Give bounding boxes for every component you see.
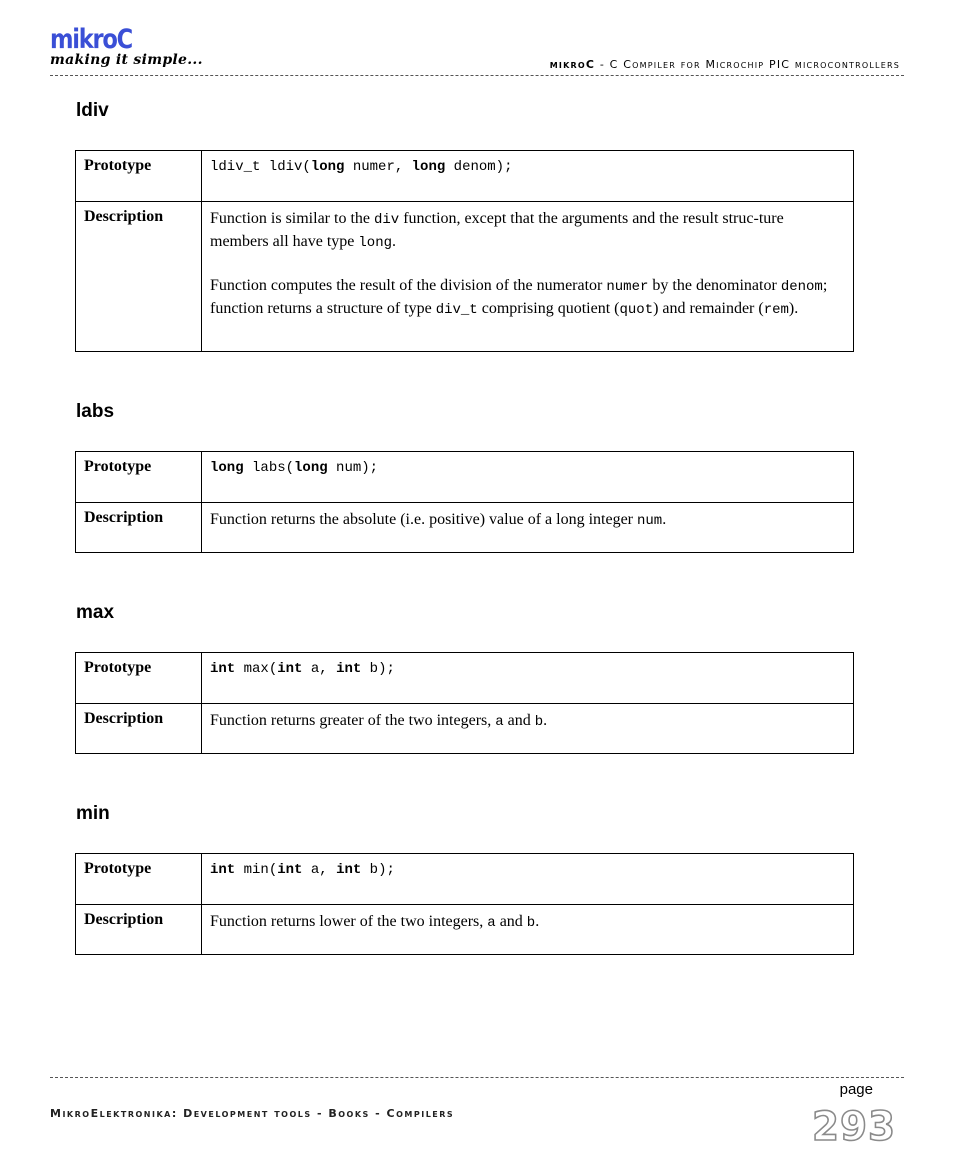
description-fragment: comprising quotient (: [477, 300, 620, 317]
code-text: ldiv_t ldiv(: [210, 159, 311, 175]
inline-code: div: [374, 212, 400, 228]
inline-code: a: [495, 714, 504, 730]
description-paragraph: [210, 509, 845, 532]
description-paragraph: [210, 911, 845, 934]
svg-text:mikroC: mikroC: [50, 24, 133, 52]
mikroc-logo: [50, 22, 140, 52]
description-label: Description: [76, 503, 202, 553]
description-fragment: ) and remainder (: [653, 300, 764, 317]
description-fragment: ).: [788, 300, 799, 317]
header-divider: [50, 75, 904, 76]
inline-code: long: [358, 235, 392, 251]
prototype-label: Prototype: [76, 854, 202, 905]
code-keyword: int: [336, 862, 362, 878]
description-paragraph: [210, 710, 845, 733]
prototype-label: Prototype: [76, 653, 202, 704]
code-keyword: long: [294, 460, 328, 476]
description-paragraph: [210, 275, 845, 321]
inline-code: quot: [619, 302, 654, 318]
prototype-code: [202, 653, 854, 704]
description-fragment: and: [503, 712, 535, 729]
inline-code: b: [526, 915, 536, 931]
description-fragment: .: [543, 712, 548, 729]
description-text: [202, 704, 854, 754]
description-label: Description: [76, 905, 202, 955]
code-keyword: int: [277, 862, 303, 878]
description-fragment: Function is similar to the: [210, 210, 374, 227]
description-label: Description: [76, 202, 202, 352]
description-fragment: Function returns lower of the two integers,: [210, 913, 488, 930]
page-label: page: [839, 1081, 873, 1098]
code-text: a,: [302, 862, 337, 878]
section-title-labs: labs: [76, 401, 115, 422]
prototype-code: [202, 452, 854, 503]
description-fragment: ; function returns a structure of type: [210, 277, 828, 317]
inline-code: numer: [606, 279, 649, 295]
code-text: max(: [235, 661, 278, 677]
description-row: [76, 503, 854, 553]
code-text: denom);: [445, 159, 513, 175]
description-row: [76, 202, 854, 352]
code-text: numer,: [344, 159, 412, 175]
prototype-code: [202, 151, 854, 202]
prototype-row: [76, 653, 854, 704]
prototype-code: [202, 854, 854, 905]
description-text: [202, 202, 854, 352]
code-keyword: long: [310, 159, 345, 175]
header-subtitle: - C Compiler for Microchip PIC microcontrollers: [595, 58, 900, 71]
prototype-row: [76, 151, 854, 202]
description-fragment: .: [535, 913, 540, 930]
inline-code: b: [534, 714, 544, 730]
description-text: [202, 905, 854, 955]
description-fragment: by the denominator: [648, 277, 781, 294]
header-product: mikroC: [549, 58, 596, 71]
code-text: b);: [361, 661, 395, 677]
svg-text:293: 293: [812, 1104, 896, 1146]
tagline: making it simple...: [50, 52, 203, 68]
code-keyword: int: [336, 661, 362, 677]
code-text: num);: [327, 460, 379, 476]
code-text: b);: [361, 862, 395, 878]
code-keyword: int: [210, 661, 236, 677]
description-text: [202, 503, 854, 553]
footer-publisher: MikroElektronika: Development tools - Books - Compilers: [50, 1107, 455, 1120]
prototype-label: Prototype: [76, 452, 202, 503]
prototype-label: Prototype: [76, 151, 202, 202]
function-table-min: [75, 853, 854, 955]
code-text: a,: [302, 661, 337, 677]
inline-code: a: [487, 915, 496, 931]
code-keyword: int: [210, 862, 236, 878]
code-keyword: long: [210, 460, 244, 476]
function-table-ldiv: [75, 150, 854, 352]
prototype-row: [76, 452, 854, 503]
description-fragment: and: [495, 913, 527, 930]
description-fragment: Function computes the result of the division of the numerator: [210, 277, 607, 294]
description-paragraph: [210, 208, 845, 254]
code-text: labs(: [243, 460, 295, 476]
description-fragment: .: [392, 233, 396, 250]
code-text: min(: [235, 862, 278, 878]
footer-divider: [50, 1077, 904, 1078]
header-title: [550, 58, 900, 71]
prototype-row: [76, 854, 854, 905]
code-keyword: long: [411, 159, 446, 175]
section-title-max: max: [76, 602, 115, 623]
inline-code: div_t: [435, 302, 478, 318]
function-table-max: [75, 652, 854, 754]
description-row: [76, 704, 854, 754]
code-keyword: int: [277, 661, 303, 677]
inline-code: denom: [780, 279, 823, 295]
inline-code: num: [637, 513, 663, 529]
inline-code: rem: [763, 302, 789, 318]
description-label: Description: [76, 704, 202, 754]
description-fragment: Function returns greater of the two integers,: [210, 712, 496, 729]
section-title-min: min: [76, 803, 110, 824]
section-title-ldiv: ldiv: [76, 100, 109, 121]
page-number: [810, 1102, 900, 1146]
description-fragment: .: [662, 511, 667, 528]
description-row: [76, 905, 854, 955]
description-fragment: function, except that the arguments and the result struc-ture members all have type: [210, 210, 784, 250]
description-fragment: Function returns the absolute (i.e. positive) value of a long integer: [210, 511, 637, 528]
function-table-labs: [75, 451, 854, 553]
